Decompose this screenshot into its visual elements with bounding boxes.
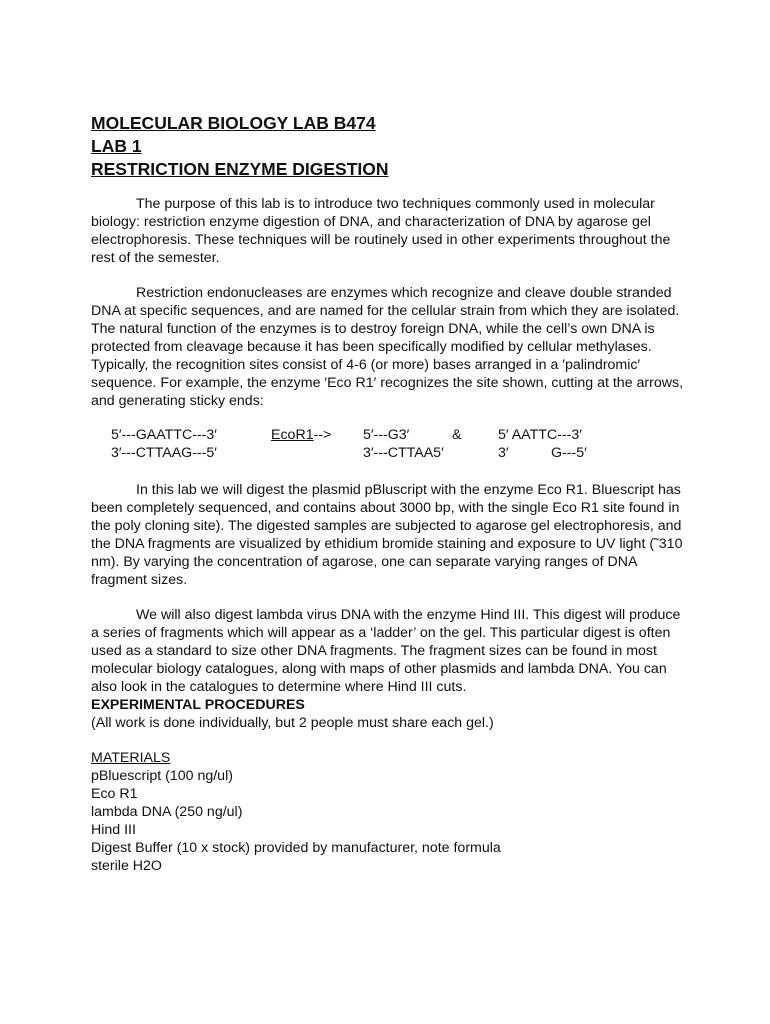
seq-amp: & xyxy=(452,427,462,443)
seq-bottom-right-b: G---5′ xyxy=(551,445,587,461)
course-title: MOLECULAR BIOLOGY LAB B474 xyxy=(91,113,376,133)
lab-number: LAB 1 xyxy=(91,136,142,156)
material-item: lambda DNA (250 ng/ul) xyxy=(91,804,243,820)
lab-title: RESTRICTION ENZYME DIGESTION xyxy=(91,159,389,179)
materials-heading: MATERIALS xyxy=(91,750,171,766)
procedures-note: (All work is done individually, but 2 people must share each gel.) xyxy=(91,715,494,731)
lambda-paragraph: We will also digest lambda virus DNA with the enzyme Hind III. This digest will produce a series of fragments which will appear as a ‘ladder’ on the gel. This particular digest is often used as a standard to size other DNA fragments. The fragment sizes can be found in most molecular biology catalogues, along with maps of other plasmids and lambda DNA. You can also look in the catalogues to determine where Hind III cuts. xyxy=(91,607,681,695)
plasmid-paragraph: In this lab we will digest the plasmid pBluscript with the enzyme Eco R1. Bluescript has been completely sequenced, and contains about 3000 bp, with the single Eco R1 site found in the poly cloning site). The digested samples are subjected to agarose gel electrophoresis, and the DNA fragments are visualized by ethidium bromide staining and exposure to UV light (˜310 nm). By varying the concentration of agarose, one can separate varying ranges of DNA fragment sizes. xyxy=(91,482,683,588)
intro-paragraph: The purpose of this lab is to introduce two techniques commonly used in molecular biology: restriction enzyme digestion of DNA, and characterization of DNA by agarose gel electrophoresis. These techniques will be routinely used in other experiments throughout the rest of the semester. xyxy=(91,196,671,266)
material-item: sterile H2O xyxy=(91,858,162,874)
seq-bottom-mid: 3′---CTTAA5′ xyxy=(363,445,444,461)
seq-top-mid: 5′---G3′ xyxy=(363,427,410,443)
cut-arrow: --> xyxy=(313,427,332,443)
restriction-paragraph: Restriction endonucleases are enzymes which recognize and cleave double stranded DNA at specific sequences, and are named for the cellular strain from which they are isolated. The natural function of the enzymes is to destroy foreign DNA, while the cell’s own DNA is protected from cleavage because it has been specifically modified by cellular methylases. Typically, the recognition sites consist of 4-6 (or more) bases arranged in a ′palindromic′ sequence. For example, the enzyme ′Eco R1′ recognizes the site shown, cutting at the arrows, and generating sticky ends: xyxy=(91,285,684,409)
procedures-heading: EXPERIMENTAL PROCEDURES xyxy=(91,697,305,713)
enzyme-name: EcoR1 xyxy=(271,427,314,443)
sequence-diagram xyxy=(91,426,691,464)
seq-top-right: 5′ AATTC---3′ xyxy=(498,427,582,443)
seq-top-left: 5′---GAATTC---3′ xyxy=(111,427,217,443)
seq-bottom-right-a: 3′ xyxy=(498,445,509,461)
material-item: Digest Buffer (10 x stock) provided by manufacturer, note formula xyxy=(91,840,501,856)
document-page xyxy=(91,112,691,875)
seq-enzyme-label xyxy=(271,426,331,444)
material-item: pBluescript (100 ng/ul) xyxy=(91,768,233,784)
material-item: Eco R1 xyxy=(91,786,138,802)
material-item: Hind III xyxy=(91,822,136,838)
seq-bottom-left: 3′---CTTAAG---5′ xyxy=(111,445,217,461)
